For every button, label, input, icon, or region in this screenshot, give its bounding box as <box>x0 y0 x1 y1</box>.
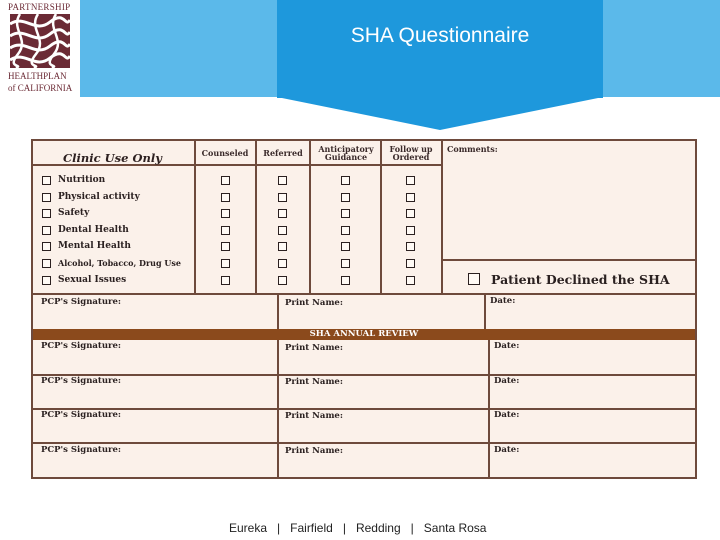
checkbox-physical-activity[interactable] <box>42 193 51 202</box>
pcp-signature-label: PCP's Signature: <box>41 297 122 307</box>
checkbox-nutrition[interactable] <box>42 176 51 185</box>
comments-label: Comments: <box>447 144 498 154</box>
footer-locations: Eureka | Fairfield | Redding | Santa Rosa <box>229 521 487 535</box>
review-pcp-signature-label: PCP's Signature: <box>41 445 122 455</box>
review-date-label: Date: <box>494 410 520 420</box>
title-chevron <box>277 97 603 130</box>
checkbox-dental-health[interactable] <box>42 226 51 235</box>
col-header-counseled: Counseled <box>201 148 249 158</box>
checkbox-alcohol-tobacco[interactable] <box>42 259 51 268</box>
checkbox-follow-up[interactable] <box>406 242 415 251</box>
row-label-physical-activity: Physical activity <box>58 192 140 202</box>
checkbox-follow-up[interactable] <box>406 226 415 235</box>
review-row-divider <box>33 408 695 410</box>
review-col-divider <box>488 340 490 477</box>
checkbox-anticipatory-guidance[interactable] <box>341 193 350 202</box>
review-col-divider <box>277 340 279 477</box>
checkbox-mental-health[interactable] <box>42 242 51 251</box>
sha-form <box>31 139 697 479</box>
checkbox-counseled[interactable] <box>221 226 230 235</box>
checkbox-anticipatory-guidance[interactable] <box>341 276 350 285</box>
review-date-label: Date: <box>494 376 520 386</box>
checkbox-referred[interactable] <box>278 276 287 285</box>
comments-divider <box>441 259 695 261</box>
checkbox-follow-up[interactable] <box>406 176 415 185</box>
checkbox-anticipatory-guidance[interactable] <box>341 226 350 235</box>
review-pcp-signature-label: PCP's Signature: <box>41 410 122 420</box>
logo-mark-icon <box>10 14 70 68</box>
col-divider <box>441 141 443 293</box>
clinic-use-only-header: Clinic Use Only <box>63 151 162 165</box>
row-label-sexual-issues: Sexual Issues <box>58 275 127 285</box>
review-date-label: Date: <box>494 341 520 351</box>
logo-line-healthplan: HEALTHPLAN <box>8 71 67 81</box>
checkbox-sexual-issues[interactable] <box>42 276 51 285</box>
checkbox-counseled[interactable] <box>221 193 230 202</box>
checkbox-follow-up[interactable] <box>406 193 415 202</box>
checkbox-counseled[interactable] <box>221 259 230 268</box>
sig-divider <box>484 293 486 329</box>
checkbox-referred[interactable] <box>278 209 287 218</box>
checkbox-anticipatory-guidance[interactable] <box>341 209 350 218</box>
row-label-safety: Safety <box>58 208 90 218</box>
slide-title: SHA Questionnaire <box>350 24 530 47</box>
checkbox-anticipatory-guidance[interactable] <box>341 176 350 185</box>
review-print-name-label: Print Name: <box>285 343 343 353</box>
checkbox-follow-up[interactable] <box>406 276 415 285</box>
date-label: Date: <box>490 296 516 306</box>
col-header-follow-up: Follow up Ordered <box>389 144 433 162</box>
title-panel <box>277 0 603 97</box>
print-name-label: Print Name: <box>285 298 343 308</box>
partnership-logo <box>0 0 80 97</box>
review-print-name-label: Print Name: <box>285 377 343 387</box>
patient-declined-label: Patient Declined the SHA <box>491 272 670 287</box>
checklist-bottom-line <box>33 293 695 295</box>
checkbox-safety[interactable] <box>42 209 51 218</box>
checkbox-counseled[interactable] <box>221 276 230 285</box>
checkbox-referred[interactable] <box>278 193 287 202</box>
checkbox-follow-up[interactable] <box>406 209 415 218</box>
checkbox-counseled[interactable] <box>221 176 230 185</box>
checkbox-follow-up[interactable] <box>406 259 415 268</box>
checkbox-anticipatory-guidance[interactable] <box>341 242 350 251</box>
row-label-dental-health: Dental Health <box>58 225 129 235</box>
checkbox-referred[interactable] <box>278 176 287 185</box>
review-date-label: Date: <box>494 445 520 455</box>
col-header-referred: Referred <box>263 148 303 158</box>
row-label-nutrition: Nutrition <box>58 175 106 185</box>
sha-annual-review-bar: SHA ANNUAL REVIEW <box>33 329 695 340</box>
checkbox-counseled[interactable] <box>221 209 230 218</box>
review-pcp-signature-label: PCP's Signature: <box>41 341 122 351</box>
row-label-alcohol-tobacco: Alcohol, Tobacco, Drug Use <box>58 258 181 268</box>
logo-line-partnership: PARTNERSHIP <box>8 2 71 12</box>
sig-divider <box>277 293 279 329</box>
review-print-name-label: Print Name: <box>285 411 343 421</box>
checkbox-referred[interactable] <box>278 242 287 251</box>
checkbox-referred[interactable] <box>278 259 287 268</box>
logo-line-california: of CALIFORNIA <box>8 83 73 93</box>
review-pcp-signature-label: PCP's Signature: <box>41 376 122 386</box>
review-row-divider <box>33 374 695 376</box>
col-header-anticipatory: Anticipatory Guidance <box>318 144 374 162</box>
review-row-divider <box>33 442 695 444</box>
checkbox-anticipatory-guidance[interactable] <box>341 259 350 268</box>
row-label-mental-health: Mental Health <box>58 241 131 251</box>
checkbox-counseled[interactable] <box>221 242 230 251</box>
checkbox-patient-declined[interactable] <box>468 273 480 285</box>
checkbox-referred[interactable] <box>278 226 287 235</box>
review-print-name-label: Print Name: <box>285 446 343 456</box>
